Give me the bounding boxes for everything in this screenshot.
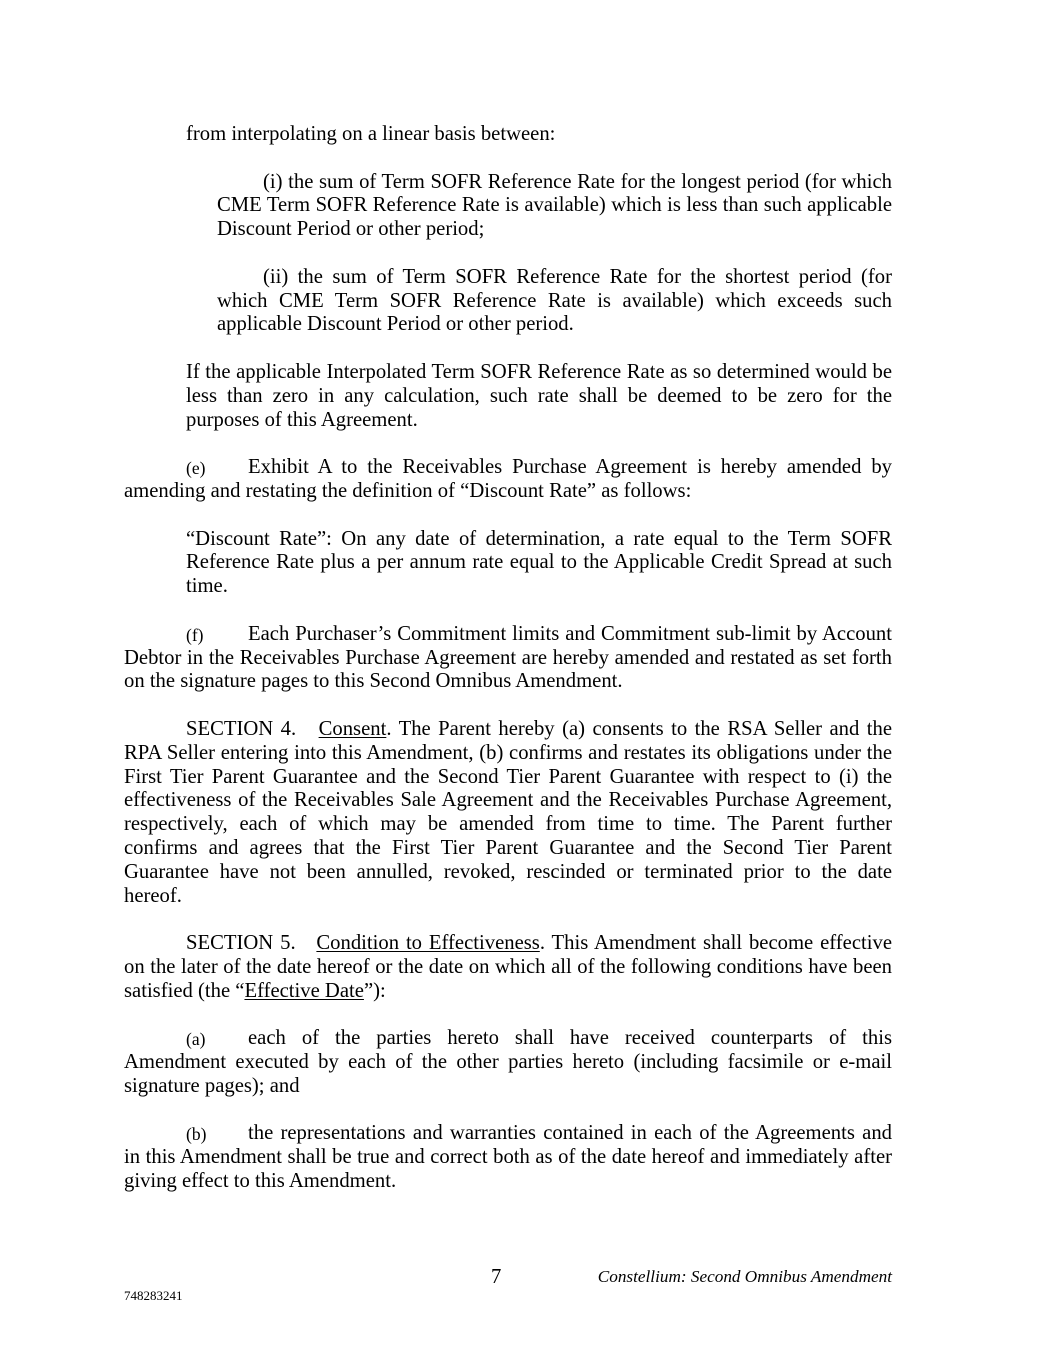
text-line: RPA Seller entering into this Amendment, (b) confirms and restates its obligations under the [124, 741, 892, 764]
section-text: . The Parent hereby (a) consents to the RSA Seller and the [386, 717, 893, 740]
text-line: Guarantee have not been annulled, revoked, rescinded or terminated prior to the date [124, 860, 892, 883]
clause-text: Each Purchaser’s Commitment limits and Commitment sub-limit by Account [248, 622, 892, 645]
text-line: (i) the sum of Term SOFR Reference Rate for the longest period (for which [263, 170, 892, 193]
document-id: 748283241 [124, 1288, 183, 1303]
text-line: confirms and agrees that the First Tier Parent Guarantee and the Second Tier Parent [124, 836, 892, 859]
document-body [0, 123, 1055, 1218]
text-line [186, 1027, 892, 1051]
section-heading: Consent [318, 717, 387, 740]
defined-term: Effective Date [244, 979, 364, 1002]
section-number: SECTION 5. [186, 932, 296, 955]
clause-f [0, 623, 1055, 694]
page-number: 7 [491, 1266, 502, 1288]
text-line [186, 718, 892, 742]
text-line: respectively, each of which may be amended from time to time. The Parent further [124, 813, 892, 836]
discount-rate-definition [0, 528, 1055, 599]
text-line: CME Term SOFR Reference Rate is available) which is less than such applicable [217, 194, 892, 217]
floor-provision [0, 361, 1055, 432]
text-line: Reference Rate plus a per annum rate equal to the Applicable Credit Spread at such [186, 551, 892, 574]
clause-text: the representations and warranties contained in each of the Agreements and [248, 1122, 892, 1145]
clause-a [0, 1027, 1055, 1098]
text-line: amending and restating the definition of “Discount Rate” as follows: [124, 479, 692, 502]
text-line: applicable Discount Period or other period. [217, 313, 574, 336]
section-4 [0, 718, 1055, 908]
clause-label: (b) [186, 1124, 207, 1145]
clause-label: (a) [186, 1029, 206, 1050]
text-line: effectiveness of the Receivables Sale Agreement and the Receivables Purchase Agreement, [124, 789, 892, 812]
text-line: on the later of the date hereof or the date on which all of the following conditions have been [124, 955, 892, 978]
section-heading: Condition to Effectiveness [316, 932, 540, 955]
interpolation-item-i [0, 171, 1055, 242]
text-line: time. [186, 575, 228, 598]
section-text: ”): [363, 979, 386, 1002]
clause-b [0, 1122, 1055, 1193]
text-line: Amendment executed by each of the other parties hereto (including facsimile or e-mail [124, 1051, 892, 1074]
text-line [186, 1122, 892, 1146]
text-line: hereof. [124, 884, 182, 907]
text-line: If the applicable Interpolated Term SOFR Reference Rate as so determined would be [186, 360, 892, 383]
clause-label: (e) [186, 458, 206, 479]
text-line: less than zero in any calculation, such rate shall be deemed to be zero for the [186, 384, 892, 407]
text-line: First Tier Parent Guarantee and the Second Tier Parent Guarantee with respect to (i) the [124, 765, 892, 788]
interpolation-item-ii [0, 266, 1055, 337]
clause-label: (f) [186, 624, 204, 645]
text-line: “Discount Rate”: On any date of determination, a rate equal to the Term SOFR [186, 527, 892, 550]
running-footer-title: Constellium: Second Omnibus Amendment [597, 1267, 892, 1286]
text-line: (ii) the sum of Term SOFR Reference Rate for the shortest period (for [263, 265, 892, 288]
section-number: SECTION 4. [186, 717, 297, 740]
text-line: Discount Period or other period; [217, 218, 485, 241]
text-line [186, 622, 892, 647]
text-line [186, 456, 892, 480]
interpolation-intro [0, 123, 1055, 147]
text-line: from interpolating on a linear basis between: [186, 123, 556, 145]
clause-text: Exhibit A to the Receivables Purchase Agreement is hereby amended by [248, 456, 892, 479]
text-line: in this Amendment shall be true and correct both as of the date hereof and immediately after [124, 1146, 892, 1169]
text-line: signature pages); and [124, 1074, 300, 1097]
text-line: purposes of this Agreement. [186, 408, 418, 431]
clause-text: each of the parties hereto shall have received counterparts of this [248, 1027, 892, 1050]
text-line [124, 980, 892, 1004]
text-line: giving effect to this Amendment. [124, 1170, 397, 1193]
section-text: satisfied (the “ [124, 979, 245, 1002]
section-5 [0, 932, 1055, 1003]
text-line [186, 932, 892, 956]
clause-e [0, 456, 1055, 504]
text-line: which CME Term SOFR Reference Rate is available) which exceeds such [217, 289, 892, 312]
section-text: . This Amendment shall become effective [539, 932, 892, 955]
text-line: Debtor in the Receivables Purchase Agreement are hereby amended and restated as set forth [124, 646, 892, 669]
text-line: on the signature pages to this Second Omnibus Amendment. [124, 670, 623, 693]
